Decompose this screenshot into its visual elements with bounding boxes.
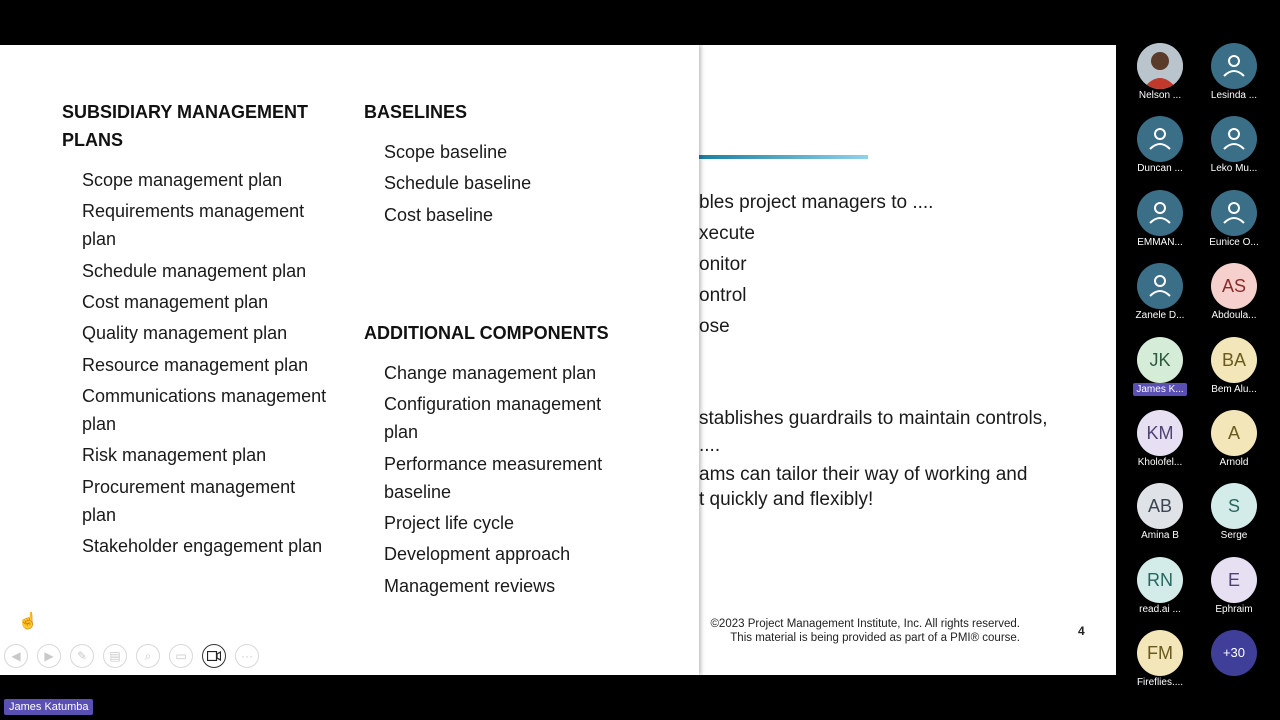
subsidiary-item: Requirements management (82, 201, 305, 221)
subsidiary-item: Schedule management plan (82, 261, 307, 281)
subsidiary-item: Procurement management (82, 477, 296, 497)
participant-name: Leko Mu... (1210, 163, 1258, 174)
participant-name: Nelson ... (1138, 90, 1182, 101)
subsidiary-item: plan (82, 414, 117, 434)
participant-tile[interactable] (1189, 116, 1279, 186)
baselines-heading: BASELINES (364, 102, 468, 122)
additional-item: Development approach (384, 544, 571, 564)
participant-initials: S (1211, 483, 1257, 529)
slide-back-line: onitor (699, 254, 747, 275)
slides-icon[interactable]: ▤ (103, 644, 127, 668)
subsidiary-item: plan (82, 505, 117, 525)
participant-name: Ephraim (1215, 604, 1253, 615)
slide-back-line: xecute (699, 223, 755, 244)
slide-accent-line (699, 155, 868, 159)
subsidiary-heading: SUBSIDIARY MANAGEMENT (62, 102, 309, 122)
participant-name: Bem Alu... (1211, 384, 1257, 395)
slide-back-line: ontrol (699, 285, 747, 306)
more-icon[interactable]: ··· (235, 644, 259, 668)
slide-back-line: ose (699, 316, 730, 337)
more-participants-count: +30 (1211, 630, 1257, 676)
slide-back-line: ams can tailor their way of working and (699, 464, 1028, 485)
next-icon[interactable]: ▶ (37, 644, 61, 668)
participant-initials: KM (1137, 410, 1183, 456)
slide-back-line: t quickly and flexibly! (699, 489, 874, 510)
participant-initials: RN (1137, 557, 1183, 603)
user-avatar-icon (1211, 43, 1257, 89)
slide-back-line: bles project managers to .... (699, 192, 934, 213)
user-avatar-icon (1137, 116, 1183, 162)
user-avatar-icon (1137, 190, 1183, 236)
slide-back-line: .... (699, 435, 721, 456)
participant-initials: AS (1211, 263, 1257, 309)
participant-name: Serge (1220, 530, 1248, 541)
participant-name: Duncan ... (1137, 163, 1183, 174)
additional-item: Project life cycle (384, 513, 515, 533)
participant-initials: JK (1137, 337, 1183, 383)
active-speaker-label: James Katumba (4, 699, 93, 715)
subsidiary-item: Communications management (82, 386, 327, 406)
additional-item: plan (384, 422, 419, 442)
participant-initials: E (1211, 557, 1257, 603)
additional-item: Management reviews (384, 576, 556, 596)
more-participants-button[interactable] (1189, 630, 1279, 700)
copyright-line: This material is being provided as part of a PMI® course. (730, 632, 1020, 644)
subsidiary-item: Scope management plan (82, 170, 283, 190)
participant-name: Abdoula... (1211, 310, 1257, 321)
additional-item: Configuration management (384, 394, 602, 414)
subsidiary-item: Stakeholder engagement plan (82, 536, 323, 556)
camera-icon[interactable] (202, 644, 226, 668)
slide-page-number: 4 (1078, 624, 1085, 638)
participant-tile[interactable] (1189, 190, 1279, 260)
participant-name: read.ai ... (1139, 604, 1181, 615)
additional-item: Change management plan (384, 363, 597, 383)
user-avatar-icon (1137, 263, 1183, 309)
plan-components-overlay (0, 45, 699, 675)
participant-initials: A (1211, 410, 1257, 456)
participant-tile[interactable] (1189, 557, 1279, 627)
subsidiary-item: Quality management plan (82, 323, 288, 343)
prev-icon[interactable]: ◀ (4, 644, 28, 668)
user-avatar-icon (1211, 190, 1257, 236)
participant-tile[interactable] (1189, 483, 1279, 553)
copyright-notice (700, 617, 1020, 645)
subtitles-icon[interactable]: ▭ (169, 644, 193, 668)
participant-name-highlight: James K... (1133, 383, 1186, 396)
participant-initials: FM (1137, 630, 1183, 676)
subsidiary-item: Risk management plan (82, 445, 267, 465)
baseline-item: Scope baseline (384, 142, 508, 162)
user-avatar-icon (1211, 116, 1257, 162)
participant-initials: AB (1137, 483, 1183, 529)
subsidiary-item: Cost management plan (82, 292, 269, 312)
additional-item: Performance measurement (384, 454, 603, 474)
baseline-item: Cost baseline (384, 205, 494, 225)
baseline-item: Schedule baseline (384, 173, 532, 193)
participant-tile[interactable] (1189, 337, 1279, 407)
subsidiary-heading: PLANS (62, 130, 124, 150)
participant-tile[interactable] (1189, 410, 1279, 480)
participant-name: Amina B (1141, 530, 1179, 541)
subsidiary-item: Resource management plan (82, 355, 309, 375)
slide-back-line: stablishes guardrails to maintain controls, (699, 408, 1048, 429)
participant-name: Kholofel... (1137, 457, 1183, 468)
participant-name: Arnold (1219, 457, 1249, 468)
participant-name: EMMAN... (1137, 237, 1183, 248)
participant-name: Lesinda ... (1210, 90, 1258, 101)
participant-name: Eunice O... (1209, 237, 1259, 248)
copyright-line: ©2023 Project Management Institute, Inc. All rights reserved. (710, 618, 1020, 630)
participant-photo (1137, 43, 1183, 89)
additional-heading: ADDITIONAL COMPONENTS (364, 323, 609, 343)
participant-initials: BA (1211, 337, 1257, 383)
participant-name: Zanele D... (1135, 310, 1185, 321)
pen-icon[interactable]: ✎ (70, 644, 94, 668)
subsidiary-item: plan (82, 229, 117, 249)
hand-cursor-icon: ☝ (18, 613, 38, 630)
participant-tile[interactable] (1189, 263, 1279, 333)
participant-name: Fireflies.... (1136, 677, 1184, 688)
additional-item: baseline (384, 482, 452, 502)
participant-tile[interactable] (1189, 43, 1279, 113)
zoom-icon[interactable]: ⌕ (136, 644, 160, 668)
